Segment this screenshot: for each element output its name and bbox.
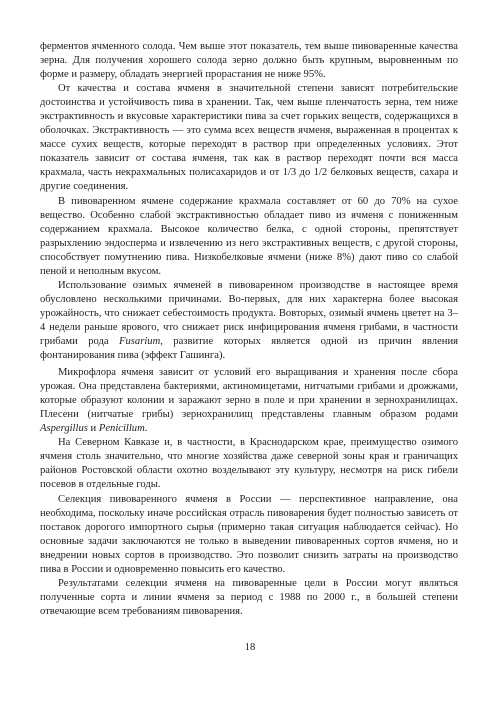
page-number: 18 — [244, 642, 256, 653]
paragraph-5-text: Микрофлора ячменя зависит от условий его выращивания и хранения после сбора урожая. Она представлена бактериями, актиномицетами, нитчатыми грибами и дрожжами, которые образуют колонии и заражают зерно в поле и при хранении в зернохранилищах. Плесени (нитчатые грибы) зернохранилищ представлены главным образом родами — [40, 367, 458, 421]
page-text — [40, 40, 458, 619]
paragraph-6: На Северном Кавказе и, в частности, в Краснодарском крае, преимущество озимого ячменя столь значительно, что многие хозяйства даже северной зоны края и граничащих районов Ростовской области охотно возделывают эту культуру, несмотря на риск гибели посевов в отдельные годы. — [40, 437, 458, 491]
paragraph-8: Результатами селекции ячменя на пивоваренные цели в России могут являться полученные сорта и линии ячменя за период с 1988 по 2000 г., в большей степени отвечающие всем требованиям пивоварения. — [40, 577, 458, 617]
paragraph-3: В пивоваренном ячмене содержание крахмала составляет от 60 до 70% на сухое вещество. Особенно слабой экстрактивностью обладает пиво из ячменя с пониженным содержанием крахмала. Высокое количество белка, с одной стороны, препятствует разрыхлению эндосперма и извлечению из него экстрактивных веществ, с другой стороны, способствует помутнению пива. Низкобелковые ячмени (ниже 8%) дают пиво со слабой пеной и неполным вкусом. — [40, 195, 458, 277]
paragraph-4-text: Использование озимых ячменей в пивоваренном производстве в настоящее время обусловлено несколькими причинами. Во-первых, для них характерна более высокая урожайность, что снижает себестоимость продукта. Вовторых, озимый ячмень цветет на 3–4 недели раньше ярового, что снижает риск инфицирования ячменя грибами, в частности грибами рода — [40, 279, 458, 347]
genus-aspergillus: Aspergillus — [40, 423, 88, 435]
paragraph-5 — [40, 366, 458, 436]
paragraph-5-tail: . — [144, 423, 148, 435]
paragraph-2: От качества и состава ячменя в значительной степени зависят потребительские достоинства и устойчивость пива в хранении. Так, чем выше пленчатость зерна, тем ниже экстрактивность и вкусовые характеристики пива за счет горьких веществ, содержащихся в оболочках. Экстрактивность — это сумма всех веществ ячменя, выраженная в процентах к массе сухих веществ, которые переходят в раствор при определенных условиях. Этот показатель зависит от состава ячменя, так как в раствор переходят почти вся масса крахмала, часть некрахмальных полисахаридов и от 1/3 до 1/2 белковых веществ, сахара и другие соединения. — [40, 83, 458, 193]
paragraph-7: Селекция пивоваренного ячменя в России — перспективное направление, она необходима, поскольку иначе российская отрасль пивоварения будет полностью зависеть от поставок дорогого импортного сырья (примерно такая ситуация наблюдается сейчас). Но основные задачи заключаются не только в выведении пивоваренных сортов ячменя, но и внедрении новых сортов в производство. Это позволит снизить затраты на производство пива в России и одновременно повысить его качество. — [40, 493, 458, 575]
genus-fusarium: Fusarium — [119, 335, 161, 347]
paragraph-1: ферментов ячменного солода. Чем выше этот показатель, тем выше пивоваренные качества зерна. Для получения хорошего солода зерно должно быть крупным, выровненным по форме и размеру, обладать энергией прорастания не ниже 95%. — [40, 41, 458, 81]
paragraph-4 — [40, 279, 458, 363]
paragraph-4-tail: , развитие которых является одной из причин явления фонтанирования пива (эффект Гашинга). — [40, 335, 458, 362]
paragraph-5-and: и — [87, 423, 99, 435]
genus-penicillum: Penicillum — [98, 423, 145, 435]
